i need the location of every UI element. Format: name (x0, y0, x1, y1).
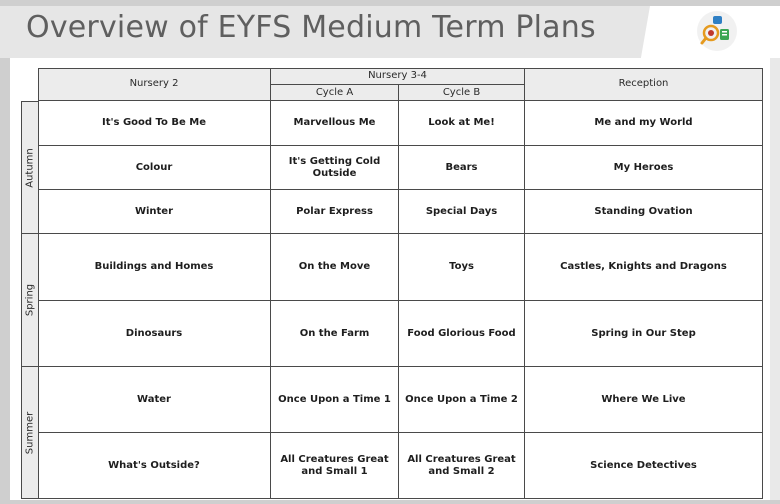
left-stripe (0, 58, 10, 504)
header-nursery34: Nursery 3-4 (271, 68, 525, 85)
table-cell: Buildings and Homes (38, 234, 271, 301)
header-reception: Reception (525, 68, 763, 101)
table-cell: Dinosaurs (38, 301, 271, 367)
logo-icon (696, 10, 738, 52)
table-cell: It's Getting Cold Outside (271, 146, 399, 190)
header-nursery2: Nursery 2 (38, 68, 271, 101)
season-autumn (21, 101, 39, 234)
season-summer (21, 367, 39, 499)
table-cell: Where We Live (525, 367, 763, 433)
table-cell: Special Days (399, 190, 525, 234)
top-border (0, 0, 780, 6)
table-cell: All Creatures Great and Small 1 (271, 433, 399, 499)
table-cell: All Creatures Great and Small 2 (399, 433, 525, 499)
table-cell: Once Upon a Time 2 (399, 367, 525, 433)
header-cycle-b: Cycle B (399, 85, 525, 101)
table-cell: Science Detectives (525, 433, 763, 499)
table-cell: Castles, Knights and Dragons (525, 234, 763, 301)
table-cell: Water (38, 367, 271, 433)
table-cell: Look at Me! (399, 101, 525, 146)
table-cell: Colour (38, 146, 271, 190)
table-cell: Standing Ovation (525, 190, 763, 234)
table-cell: Marvellous Me (271, 101, 399, 146)
table-cell: On the Move (271, 234, 399, 301)
table-cell: My Heroes (525, 146, 763, 190)
season-label: Autumn (24, 147, 36, 188)
table-cell: Food Glorious Food (399, 301, 525, 367)
table-cell: Winter (38, 190, 271, 234)
table-cell: On the Farm (271, 301, 399, 367)
season-label: Summer (24, 411, 36, 454)
season-label: Spring (24, 283, 36, 317)
season-spring (21, 234, 39, 367)
right-stripe (770, 58, 780, 504)
table-cell: Polar Express (271, 190, 399, 234)
table-cell: Toys (399, 234, 525, 301)
table-cell: Bears (399, 146, 525, 190)
page-title: Overview of EYFS Medium Term Plans (26, 10, 596, 45)
table-cell: Once Upon a Time 1 (271, 367, 399, 433)
logo (682, 6, 752, 56)
table-cell: Me and my World (525, 101, 763, 146)
table-cell: Spring in Our Step (525, 301, 763, 367)
bottom-line (0, 500, 780, 504)
table-cell: It's Good To Be Me (38, 101, 271, 146)
table-cell: What's Outside? (38, 433, 271, 499)
header-cycle-a: Cycle A (271, 85, 399, 101)
